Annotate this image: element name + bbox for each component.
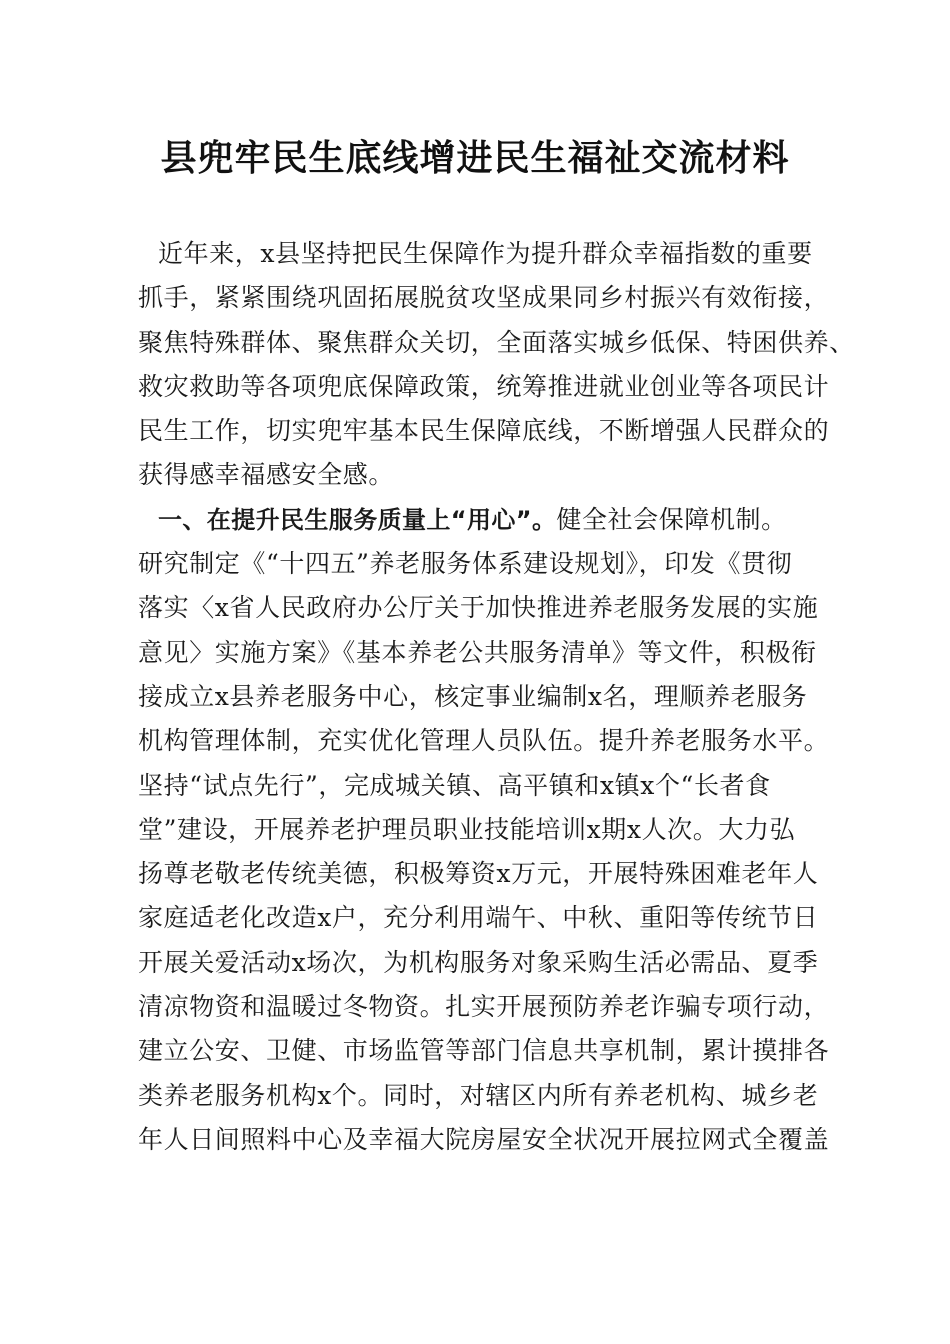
paragraph-line: 家庭适老化改造x户，充分利用端午、中秋、重阳等传统节日: [138, 903, 819, 933]
document-title: 县兜牢民生底线增进民生福祉交流材料: [160, 137, 790, 179]
document-body: [138, 232, 855, 1162]
paragraph-line: 聚焦特殊群体、聚焦群众关切，全面落实城乡低保、特困供养、: [138, 327, 855, 357]
paragraph-line: 落实〈x省人民政府办公厅关于加快推进养老服务发展的实施: [138, 593, 819, 623]
paragraph-line: 清凉物资和温暖过冬物资。扎实开展预防养老诈骗专项行动，: [138, 992, 830, 1022]
paragraph-line: 开展关爱活动x场次，为机构服务对象采购生活必需品、夏季: [138, 947, 819, 977]
paragraph-line: 建立公安、卫健、市场监管等部门信息共享机制，累计摸排各: [138, 1036, 830, 1066]
paragraph-line: 民生工作，切实兜牢基本民生保障底线，不断增强人民群众的: [138, 416, 830, 446]
section-one-paragraph: [138, 498, 828, 1162]
intro-paragraph: [138, 232, 855, 498]
paragraph-line: 近年来，x县坚持把民生保障作为提升群众幸福指数的重要: [158, 239, 813, 268]
section-first-line-text: 健全社会保障机制。: [556, 504, 787, 534]
paragraph-line: 抓手，紧紧围绕巩固拓展脱贫攻坚成果同乡村振兴有效衔接，: [138, 283, 830, 313]
paragraph-line: 堂”建设，开展养老护理员职业技能培训x期x人次。大力弘: [138, 814, 796, 844]
paragraph-line: 接成立x县养老服务中心，核定事业编制x名，理顺养老服务: [138, 681, 808, 711]
paragraph-line: 研究制定《“十四五”养老服务体系建设规划》，印发《贯彻: [138, 549, 793, 579]
paragraph-line: 机构管理体制，充实优化管理人员队伍。提升养老服务水平。: [138, 726, 830, 756]
section-heading: 一、在提升民生服务质量上“用心”。: [158, 505, 557, 534]
paragraph-line: 救灾救助等各项兜底保障政策，统筹推进就业创业等各项民计: [138, 371, 830, 401]
paragraph-line: 坚持“试点先行”，完成城关镇、高平镇和x镇x个“长者食: [138, 770, 771, 800]
paragraph-line: 意见〉实施方案》《基本养老公共服务清单》等文件，积极衔: [138, 637, 817, 667]
section-first-line: [138, 498, 828, 542]
paragraph-line: 获得感幸福感安全感。: [138, 460, 395, 490]
paragraph-line: 扬尊老敬老传统美德，积极筹资x万元，开展特殊困难老年人: [138, 859, 819, 889]
paragraph-line: 类养老服务机构x个。同时，对辖区内所有养老机构、城乡老: [138, 1080, 819, 1110]
paragraph-line: 年人日间照料中心及幸福大院房屋安全状况开展拉网式全覆盖: [138, 1124, 830, 1154]
